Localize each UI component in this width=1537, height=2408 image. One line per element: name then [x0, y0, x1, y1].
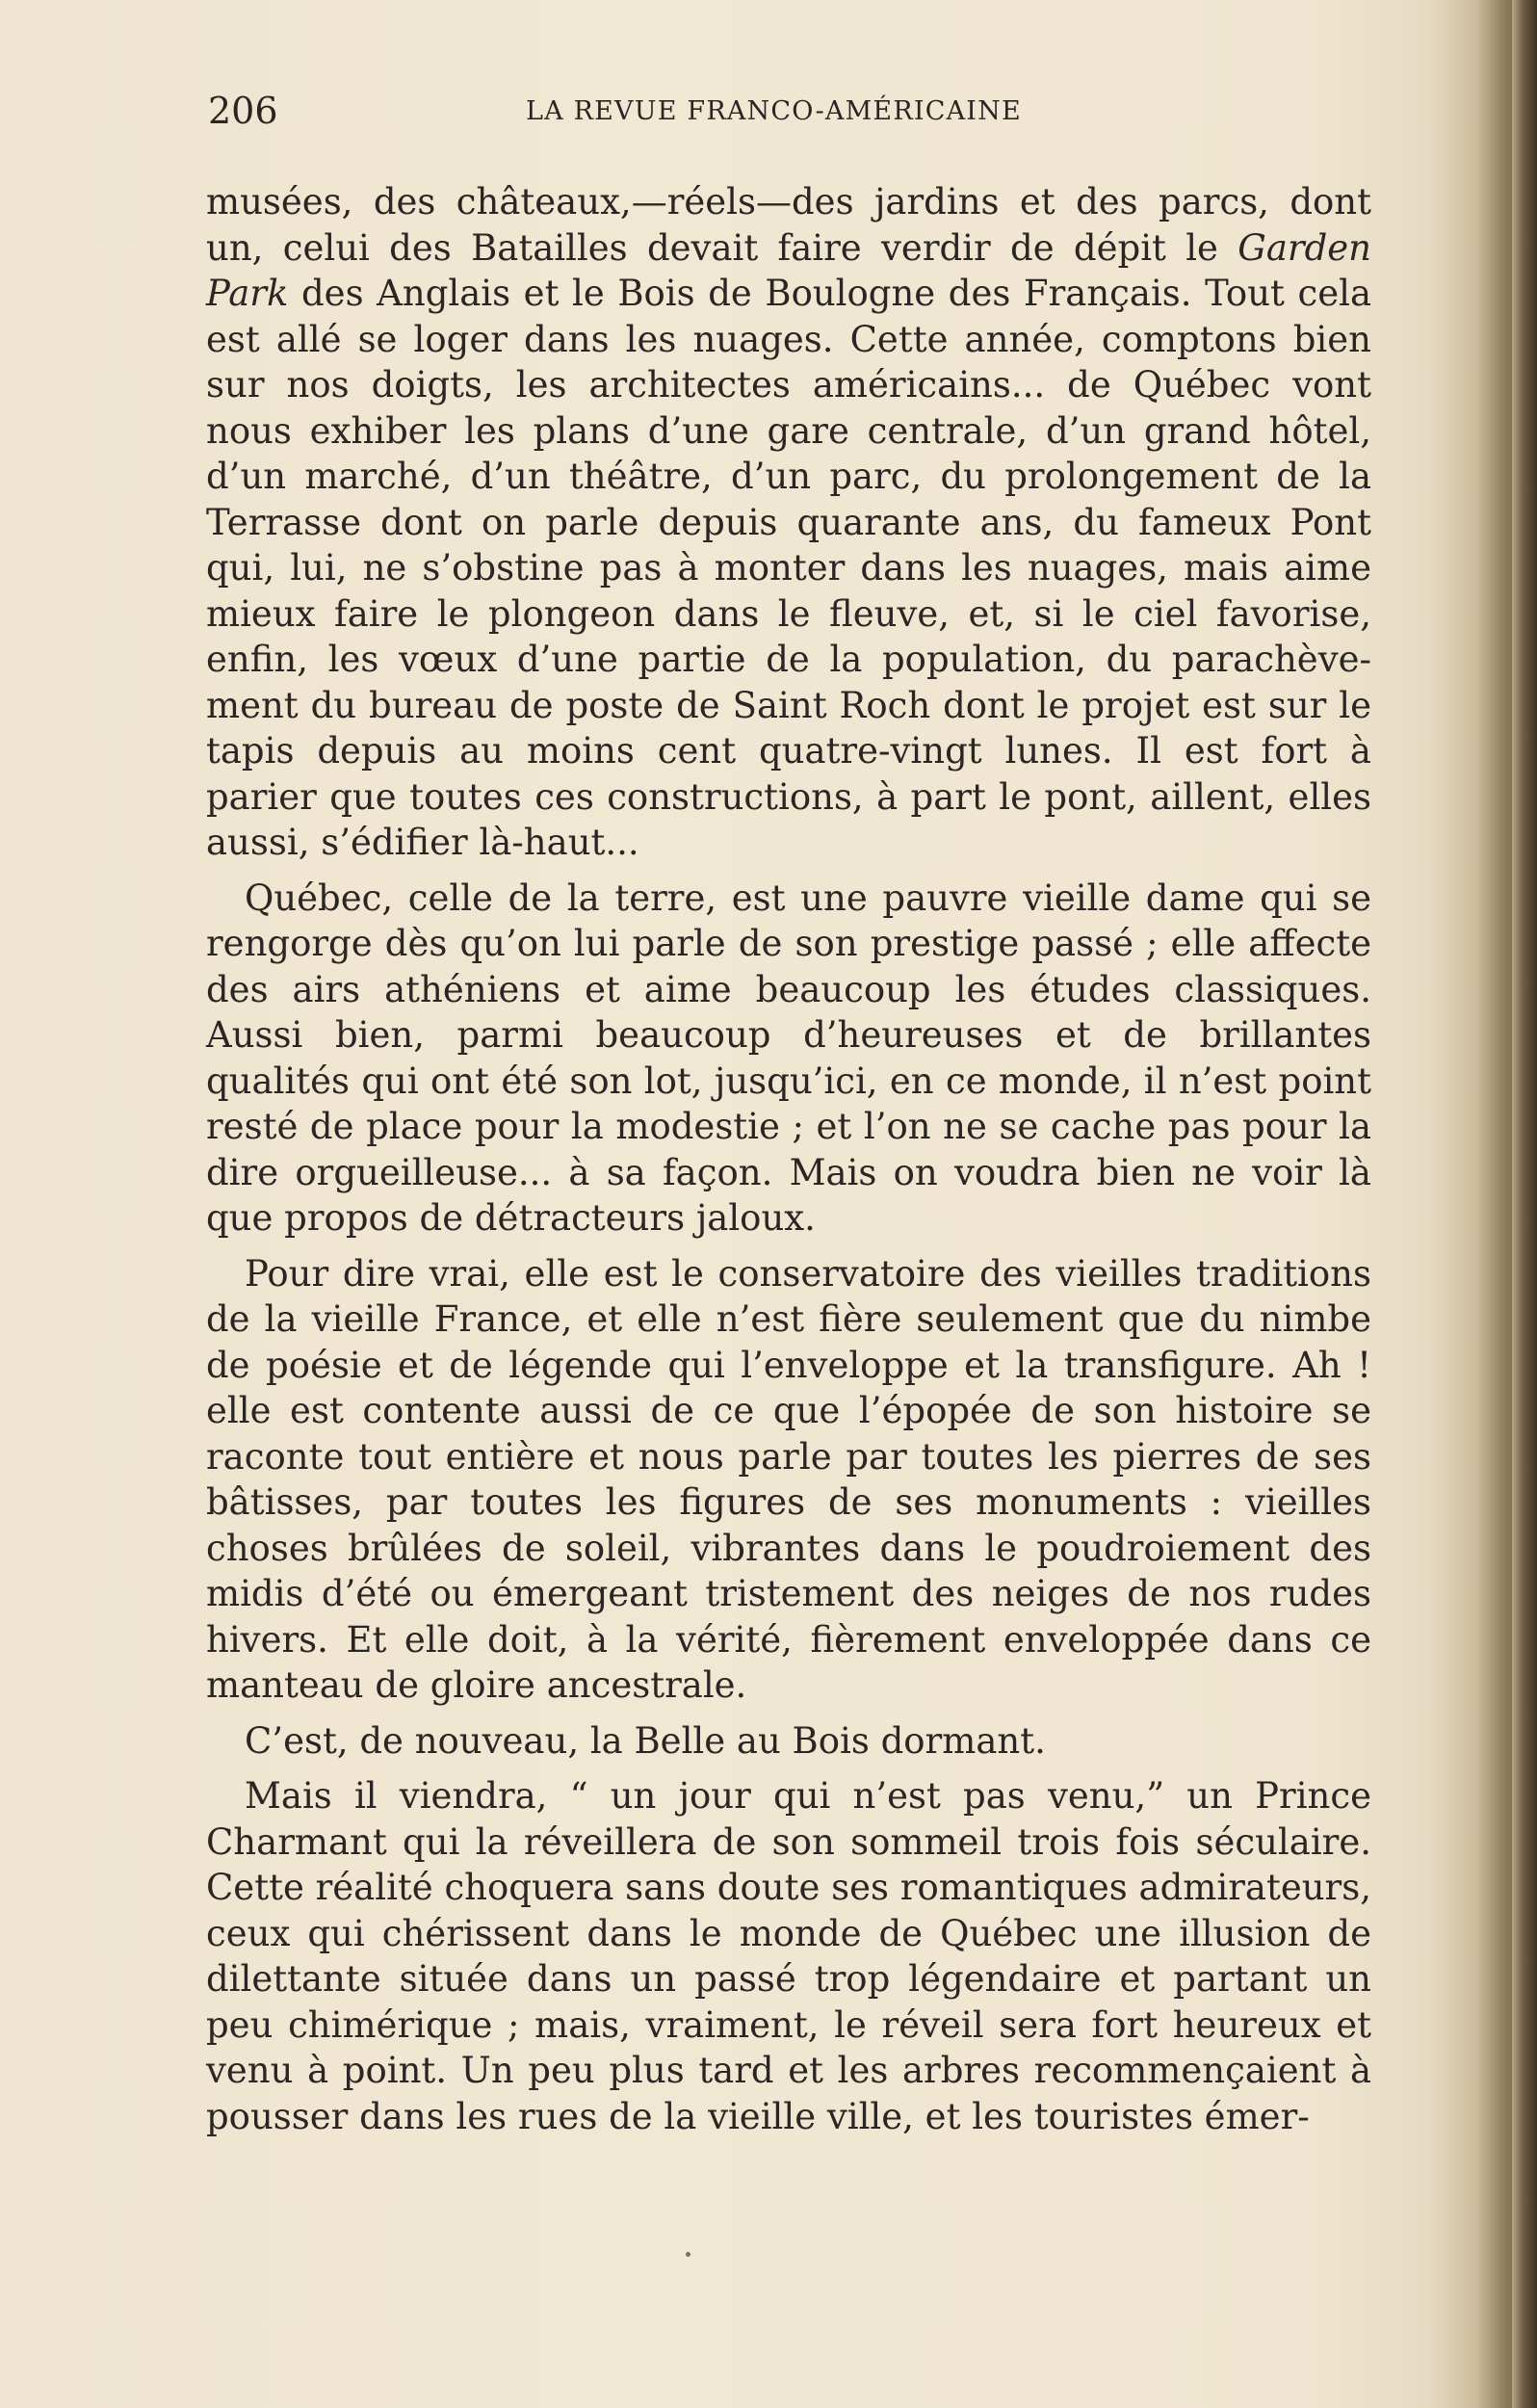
paragraph-2: Québec, celle de la terre, est une pauvre vieille dame qui se rengorge dès qu’on lui parle de son prestige passé ; elle affecte des airs athéniens et aime beaucoup les études classiques. Aussi bien, parmi beaucoup d’heureuses et de brillantes qualités qui ont été son lot, jusqu’ici, en ce monde, il n’est point resté de place pour la modestie ; et l’on ne se cache pas pour la dire orgueilleuse... à sa façon. Mais on voudra bien ne voir là que propos de détracteurs jaloux. — [206, 877, 1371, 1239]
paragraph-1-part-b: des Anglais et le Bois de Boulogne des Français. Tout cela est allé se loger dans les nuages. Cette année, comptons bien sur nos doigts, les architectes américains... de Québec vont nous exhiber les plans d’une gare centrale, d’un grand hôtel, d’un marché, d’un théâtre, d’un parc, du prolongement de la Terrasse dont on parle depuis quarante ans, du fameux Pont qui, lui, ne s’obstine pas à monter dans les nuages, mais aime mieux faire le plongeon dans le fleuve, et, si le ciel favorise, enfin, les vœux d’une partie de la population, du parachève-ment du bureau de poste de Saint Roch dont le projet est sur le tapis depuis au moins cent quatre-vingt lunes. Il est fort à parier que toutes ces constructions, à part le pont, aillent, elles aussi, s’édifier là-haut... — [206, 273, 1371, 863]
page-header — [208, 89, 1364, 133]
paper-speck — [686, 2252, 690, 2257]
paragraph-5: Mais il viendra, “ un jour qui n’est pas venu,” un Prince Charmant qui la réveillera de son sommeil trois fois séculaire. Cette réalité choquera sans doute ses romantiques admirateurs, ceux qui chérissent dans le monde de Québec une illusion de dilettante située dans un passé trop légendaire et partant un peu chimérique ; mais, vraiment, le réveil sera fort heureux et venu à point. Un peu plus tard et les arbres recommençaient à pousser dans les rues de la vieille ville, et les touristes émer- — [206, 1775, 1371, 2137]
paragraph-4: C’est, de nouveau, la Belle au Bois dormant. — [245, 1719, 1046, 1762]
paragraph-1-part-a: musées, des châteaux,—réels—des jardins et des parcs, dont un, celui des Batailles devait faire verdir de dépit le — [206, 181, 1371, 269]
body-text — [206, 179, 1371, 2149]
book-spine-edge — [1512, 0, 1537, 2408]
paragraph-1 — [206, 179, 1371, 866]
garden-park-italic: Garden Park — [206, 226, 1371, 314]
running-title: LA REVUE FRANCO-AMÉRICAINE — [526, 96, 1022, 126]
page-number: 206 — [208, 90, 278, 132]
paragraph-3: Pour dire vrai, elle est le conservatoire des vieilles traditions de la vieille France, et elle n’est fière seulement que du nimbe de poésie et de légende qui l’enveloppe et la transfigure. Ah ! elle est contente aussi de ce que l’épopée de son histoire se raconte tout entière et nous parle par toutes les pierres de ses bâtisses, par toutes les figures de ses monuments : vieilles choses brûlées de soleil, vibrantes dans le poudroiement des midis d’été ou émergeant tristement des neiges de nos rudes hivers. Et elle doit, à la vérité, fièrement enveloppée dans ce manteau de gloire ancestrale. — [206, 1252, 1371, 1706]
